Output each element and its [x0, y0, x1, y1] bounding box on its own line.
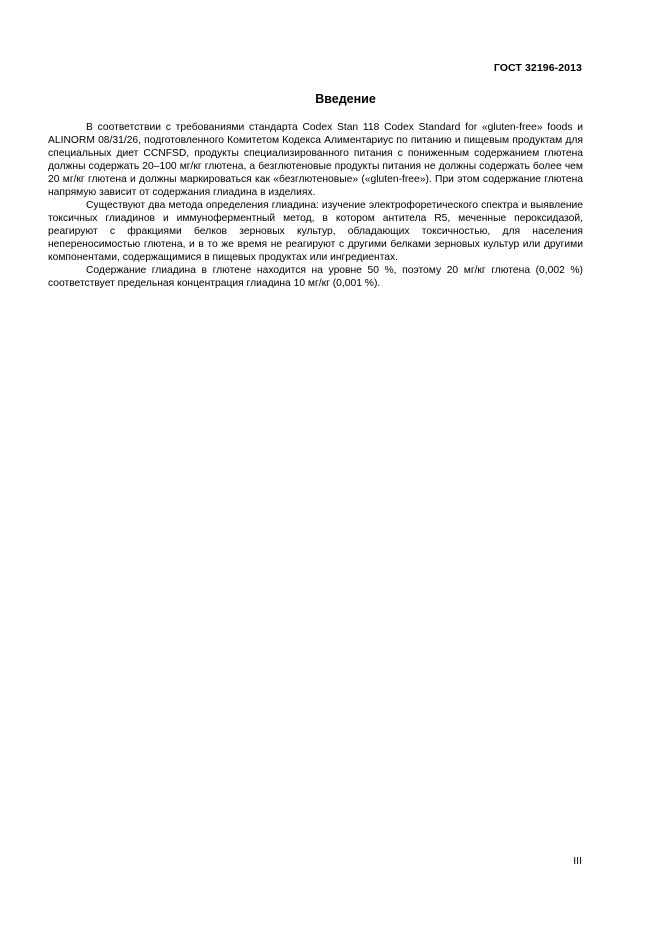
paragraph: В соответствии с требованиями стандарта Codex Stan 118 Codex Standard for «gluten-free» foods и ALINORM 08/31/26, подготовленного Комитетом Кодекса Алиментариус по питанию и пищевым продуктам для специальных диет CCNFSD, продукты специализированного питания с пониженным содержанием глютена должны содержать 20–100 мг/кг глютена, а безглютеновые продукты питания не должны содержать более чем 20 мг/кг глютена и должны маркироваться как «безглютеновые» («gluten-free»). При этом содержание глютена напрямую зависит от содержания глиадина в изделиях.: [48, 122, 583, 198]
page-number: III: [573, 855, 582, 867]
section-body: [48, 121, 583, 290]
paragraph: Содержание глиадина в глютене находится на уровне 50 %, поэтому 20 мг/кг глютена (0,002 %) соответствует предельная концентрация глиадина 10 мг/кг (0,001 %).: [48, 265, 583, 289]
document-code: ГОСТ 32196-2013: [493, 62, 582, 74]
paragraph: Существуют два метода определения глиадина: изучение электрофоретического спектра и выявление токсичных глиадинов и иммуноферментный метод, в котором антитела R5, меченные пероксидазой, реагируют с фракциями белков зерновых культур, обладающих токсичностью, для населения непереносимостью глютена, и в то же время не реагируют с другими белками зерновых культур или другими компонентами, содержащимися в пищевых продуктах или ингредиентах.: [48, 200, 583, 263]
section-title: Введение: [315, 92, 376, 106]
